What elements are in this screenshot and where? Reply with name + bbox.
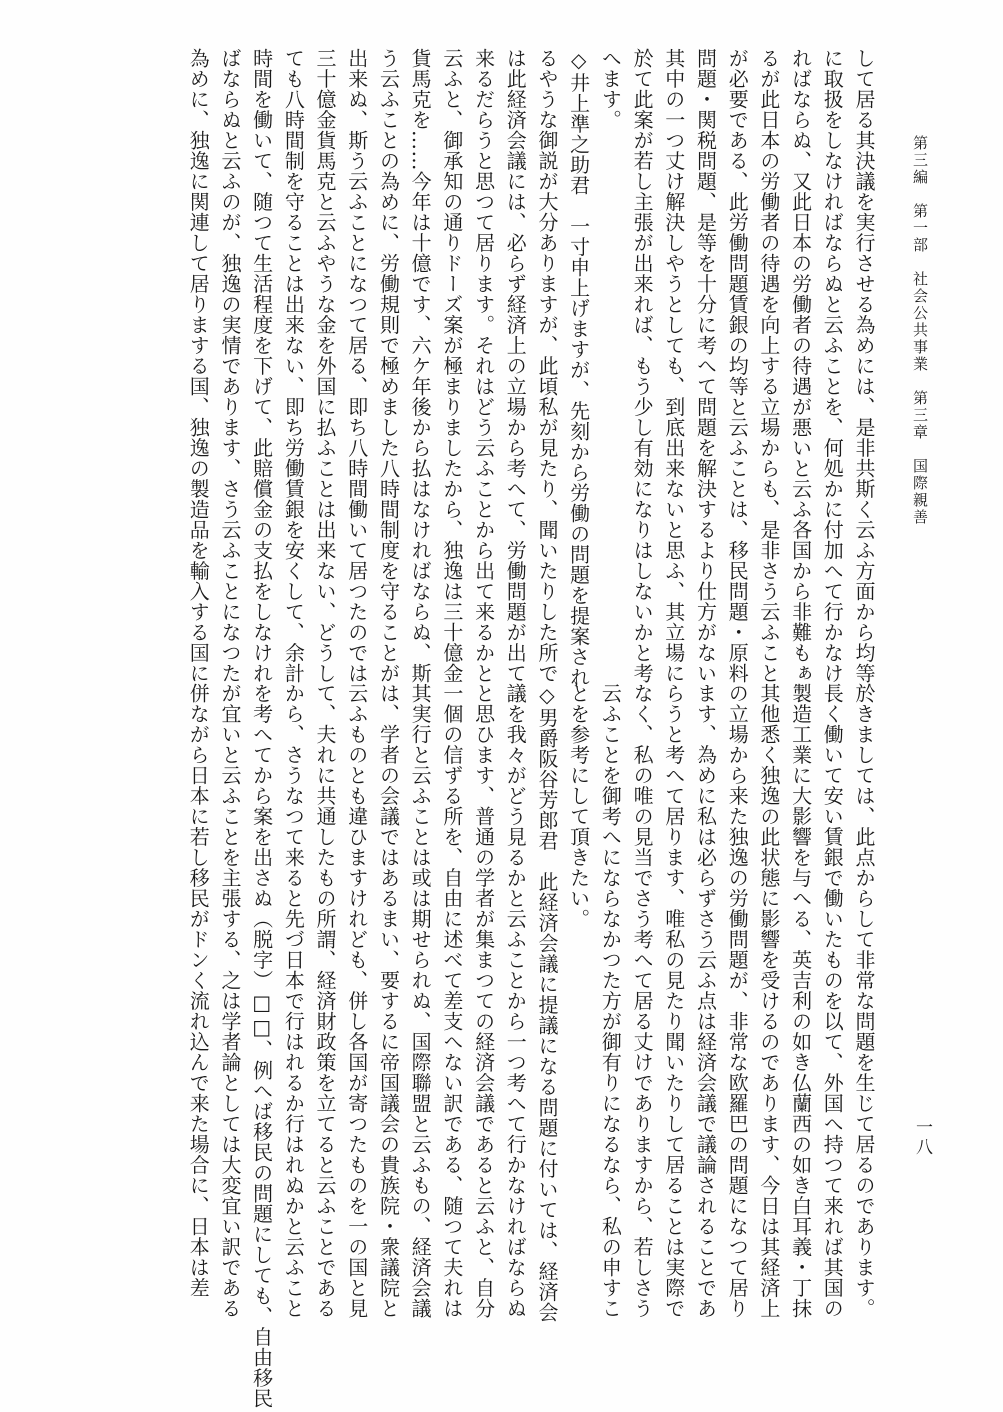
text-line: 長く働いて安い賃銀で働いたものを以て、外国へ持つて来れば其国の	[820, 683, 845, 1319]
text-line: の立場から来た独逸の労働問題が、非常な欧羅巴の問題になつて居り	[725, 683, 750, 1319]
speaker-paragraph-start: ◇男爵阪谷芳郎君 此経済会議に提議になる問題に付いては、経済会	[534, 683, 559, 1323]
text-line: 於きましては、此点からして非常な問題を生じて居るのであります。	[852, 683, 876, 1319]
text-line: 時間を働いて、随つて生活程度を下げて、此賠償金の支払をしなけれ	[249, 48, 274, 684]
text-line: から、さうなつて来ると先づ日本で行はれるか行はれぬかと云ふこと	[281, 683, 306, 1319]
text-line: して居る其決議を実行させる為めには、是非共斯く云ふ方面から均等	[852, 48, 876, 684]
running-header: 第三編 第一部 社会公共事業 第三章 国際親善	[911, 135, 929, 526]
text-line: 問題・関税問題、是等を十分に考へて問題を解決するより仕方がない	[693, 48, 718, 684]
text-line: 其他悉く独逸の此状態に影響を受けるのであります、今日は其経済上	[756, 683, 781, 1319]
upper-text-block	[59, 48, 879, 688]
text-line: う云ふことの為めに、労働規則で極めました八時間制度を守ることが	[376, 48, 401, 684]
text-line: 貨馬克を……今年は十億です、六ケ年後から払はなければならぬ、斯	[408, 48, 433, 684]
text-line: とを参考にして頂きたい。	[566, 683, 591, 929]
text-line: 云ふと、御承知の通りドーズ案が極まりましたから、独逸は三十億金	[439, 48, 464, 684]
lower-text-block	[59, 683, 879, 1409]
text-line: 其実行と云ふことは或は期せられぬ、国際聯盟と云ふもの、経済会議	[408, 683, 433, 1319]
text-line: と思ひます、普通の学者が集まつての経済会議であると云ふと、自分	[471, 683, 496, 1319]
text-line: 議を我々がどう見るかと云ふことから一つ考へて行かなければならぬ	[503, 683, 528, 1319]
text-line: 三十億金貨馬克と云ふやうな金を外国に払ふことは出来ない、どうし	[313, 48, 338, 684]
text-line: 云ふものとも違ひますけれども、併し各国が寄つたものを一の国と見	[344, 683, 369, 1319]
text-line: 為めに、独逸に関連して居りまする国、独逸の製造品を輸入する国に	[186, 48, 211, 684]
text-line: て、夫れに共通したもの所謂、経済財政策を立てると云ふことである	[313, 683, 338, 1319]
text-line: ばならぬと云ふのが、独逸の実情であります、さう云ふことになつた	[217, 48, 242, 684]
text-line: らうと考へて居ります、唯私の見たり聞いたりして居ることは実際で	[661, 683, 686, 1319]
text-line: 於て此案が若し主張が出来れば、もう少し有効になりはしないかと考	[630, 48, 655, 684]
text-line: は此経済会議には、必らず経済上の立場から考へて、労働問題が出て	[503, 48, 528, 684]
text-line: 其中の一つ丈け解決しやうとしても、到底出来ないと思ふ、其立場に	[661, 48, 686, 684]
text-line: に取扱をしなければならぬと云ふことを、何処かに付加へて行かなけ	[820, 48, 845, 684]
text-line: 出来ぬ、斯う云ふことになつて居る、即ち八時間働いて居つたのでは	[344, 48, 369, 684]
text-line: は、学者の会議ではあるまい、要するに帝国議会の貴族院・衆議院と	[376, 683, 401, 1319]
text-line: が宜いと云ふことを主張する、之は学者論としては大変宜い訳である	[217, 683, 242, 1319]
text-line: 一個の信ずる所を、自由に述べて差支へない訳である、随つて夫れは	[439, 683, 464, 1319]
text-line: ます、為めに私は必らずさう云ふ点は経済会議で議論されることであ	[693, 683, 718, 1319]
text-line: 来るだらうと思つて居ります。それはどう云ふことから出て来るかと	[471, 48, 496, 684]
text-line: るやうな御説が大分ありますが、此頃私が見たり、聞いたりした所で	[534, 48, 559, 684]
text-line: 云ふことを御考へにならなかつた方が御有りになるなら、私の申すこ	[598, 683, 623, 1319]
text-line: を考へてから案を出さぬ（脱字）□□、例へば移民の問題にしても、自由移民	[249, 683, 274, 1409]
text-line: 製造工業に大影響を与へる、英吉利の如き仏蘭西の如き白耳義・丁抹	[788, 683, 813, 1319]
text-line: 併ながら日本に若し移民がドンく流れ込んで来た場合に、日本は差	[186, 683, 211, 1298]
page-number: 一八	[912, 1118, 932, 1158]
text-line: ればならぬ、又此日本の労働者の待遇が悪いと云ふ各国から非難もぁ	[788, 48, 813, 684]
text-line: なく、私の唯の見当でさう考へて居る丈けでありますから、若しさう	[630, 683, 655, 1319]
text-line: るが此日本の労働者の待遇を向上する立場からも、是非さう云ふこと	[756, 48, 781, 684]
text-line: ても八時間制を守ることは出来ない、即ち労働賃銀を安くして、余計	[281, 48, 306, 684]
speaker-paragraph-start: ◇井上準之助君 一寸申上げますが、先刻から労働の問題を提案され	[566, 48, 591, 688]
text-line: が必要である、此労働問題賃銀の均等と云ふことは、移民問題・原料	[725, 48, 750, 684]
text-line: へます。	[598, 48, 623, 130]
